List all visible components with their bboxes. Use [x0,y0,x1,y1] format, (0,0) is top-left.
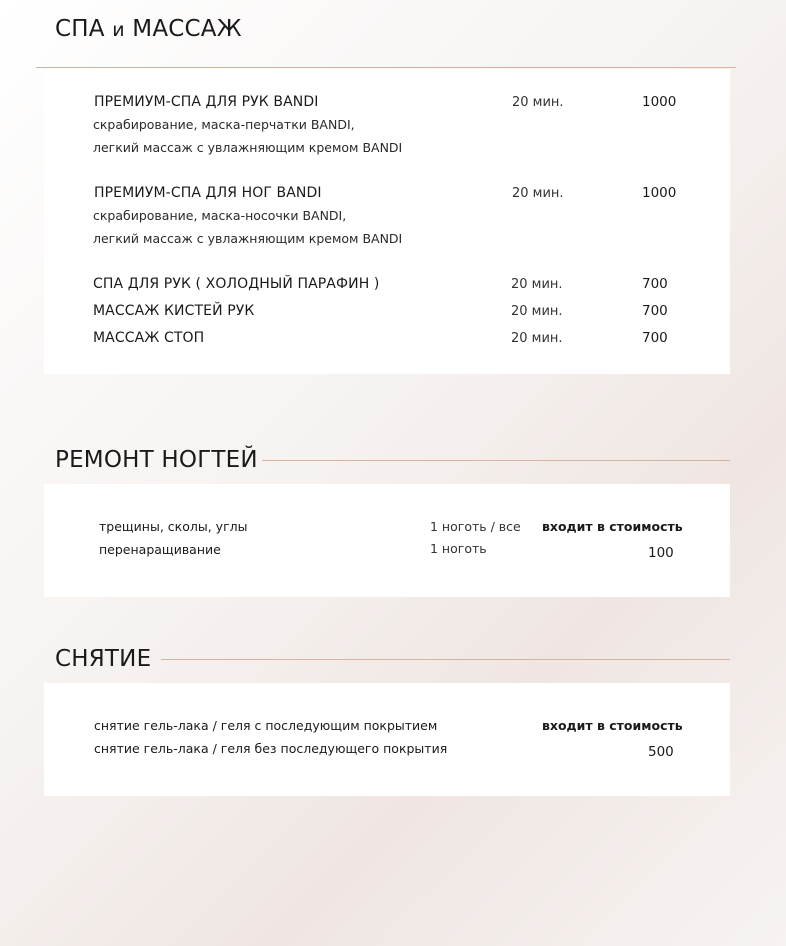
spa-heading-main: СПА [55,16,105,42]
spa-item-duration: 20 мин. [511,331,563,346]
spa-item-desc: легкий массаж с увлажняющим кремом BANDI [93,231,403,246]
spa-item-title: МАССАЖ СТОП [93,330,205,346]
repair-item-price: входит в стоимость [542,519,683,534]
removal-heading: СНЯТИЕ [55,646,152,672]
spa-heading-and: и [112,19,125,41]
repair-item-name: перенаращивание [99,542,221,557]
spa-item-price: 700 [642,303,668,319]
spa-item-title: ПРЕМИУМ-СПА ДЛЯ РУК BANDI [94,94,319,110]
spa-heading-rule [36,67,736,68]
removal-item-price: 500 [648,744,674,760]
removal-item-name: снятие гель-лака / геля с последующим покрытием [94,718,438,733]
repair-heading-rule [262,460,730,461]
spa-item-duration: 20 мин. [512,95,564,110]
repair-item-unit: 1 ноготь [430,541,487,556]
spa-item-title: МАССАЖ КИСТЕЙ РУК [93,303,255,319]
repair-card [44,484,730,597]
spa-item-desc: скрабирование, маска-носочки BANDI, [93,208,347,223]
spa-item-duration: 20 мин. [511,304,563,319]
repair-item-unit: 1 ноготь / все [430,519,521,534]
spa-item-price: 700 [642,330,668,346]
spa-card [44,69,730,374]
spa-item-duration: 20 мин. [512,186,564,201]
repair-item-name: трещины, сколы, углы [99,519,248,534]
repair-item-price: 100 [648,545,674,561]
spa-item-title: ПРЕМИУМ-СПА ДЛЯ НОГ BANDI [94,185,322,201]
spa-item-price: 1000 [642,94,677,110]
removal-item-name: снятие гель-лака / геля без последующего покрытия [94,741,448,756]
spa-item-title: СПА ДЛЯ РУК ( ХОЛОДНЫЙ ПАРАФИН ) [93,276,380,292]
spa-item-price: 700 [642,276,668,292]
repair-heading: РЕМОНТ НОГТЕЙ [55,447,258,473]
spa-item-desc: легкий массаж с увлажняющим кремом BANDI [93,140,403,155]
spa-item-price: 1000 [642,185,677,201]
spa-item-desc: скрабирование, маска-перчатки BANDI, [93,117,355,132]
spa-item-duration: 20 мин. [511,277,563,292]
spa-heading [55,16,242,42]
spa-heading-end: МАССАЖ [132,16,242,42]
removal-heading-rule [161,659,730,660]
removal-card [44,683,730,796]
removal-item-price: входит в стоимость [542,718,683,733]
